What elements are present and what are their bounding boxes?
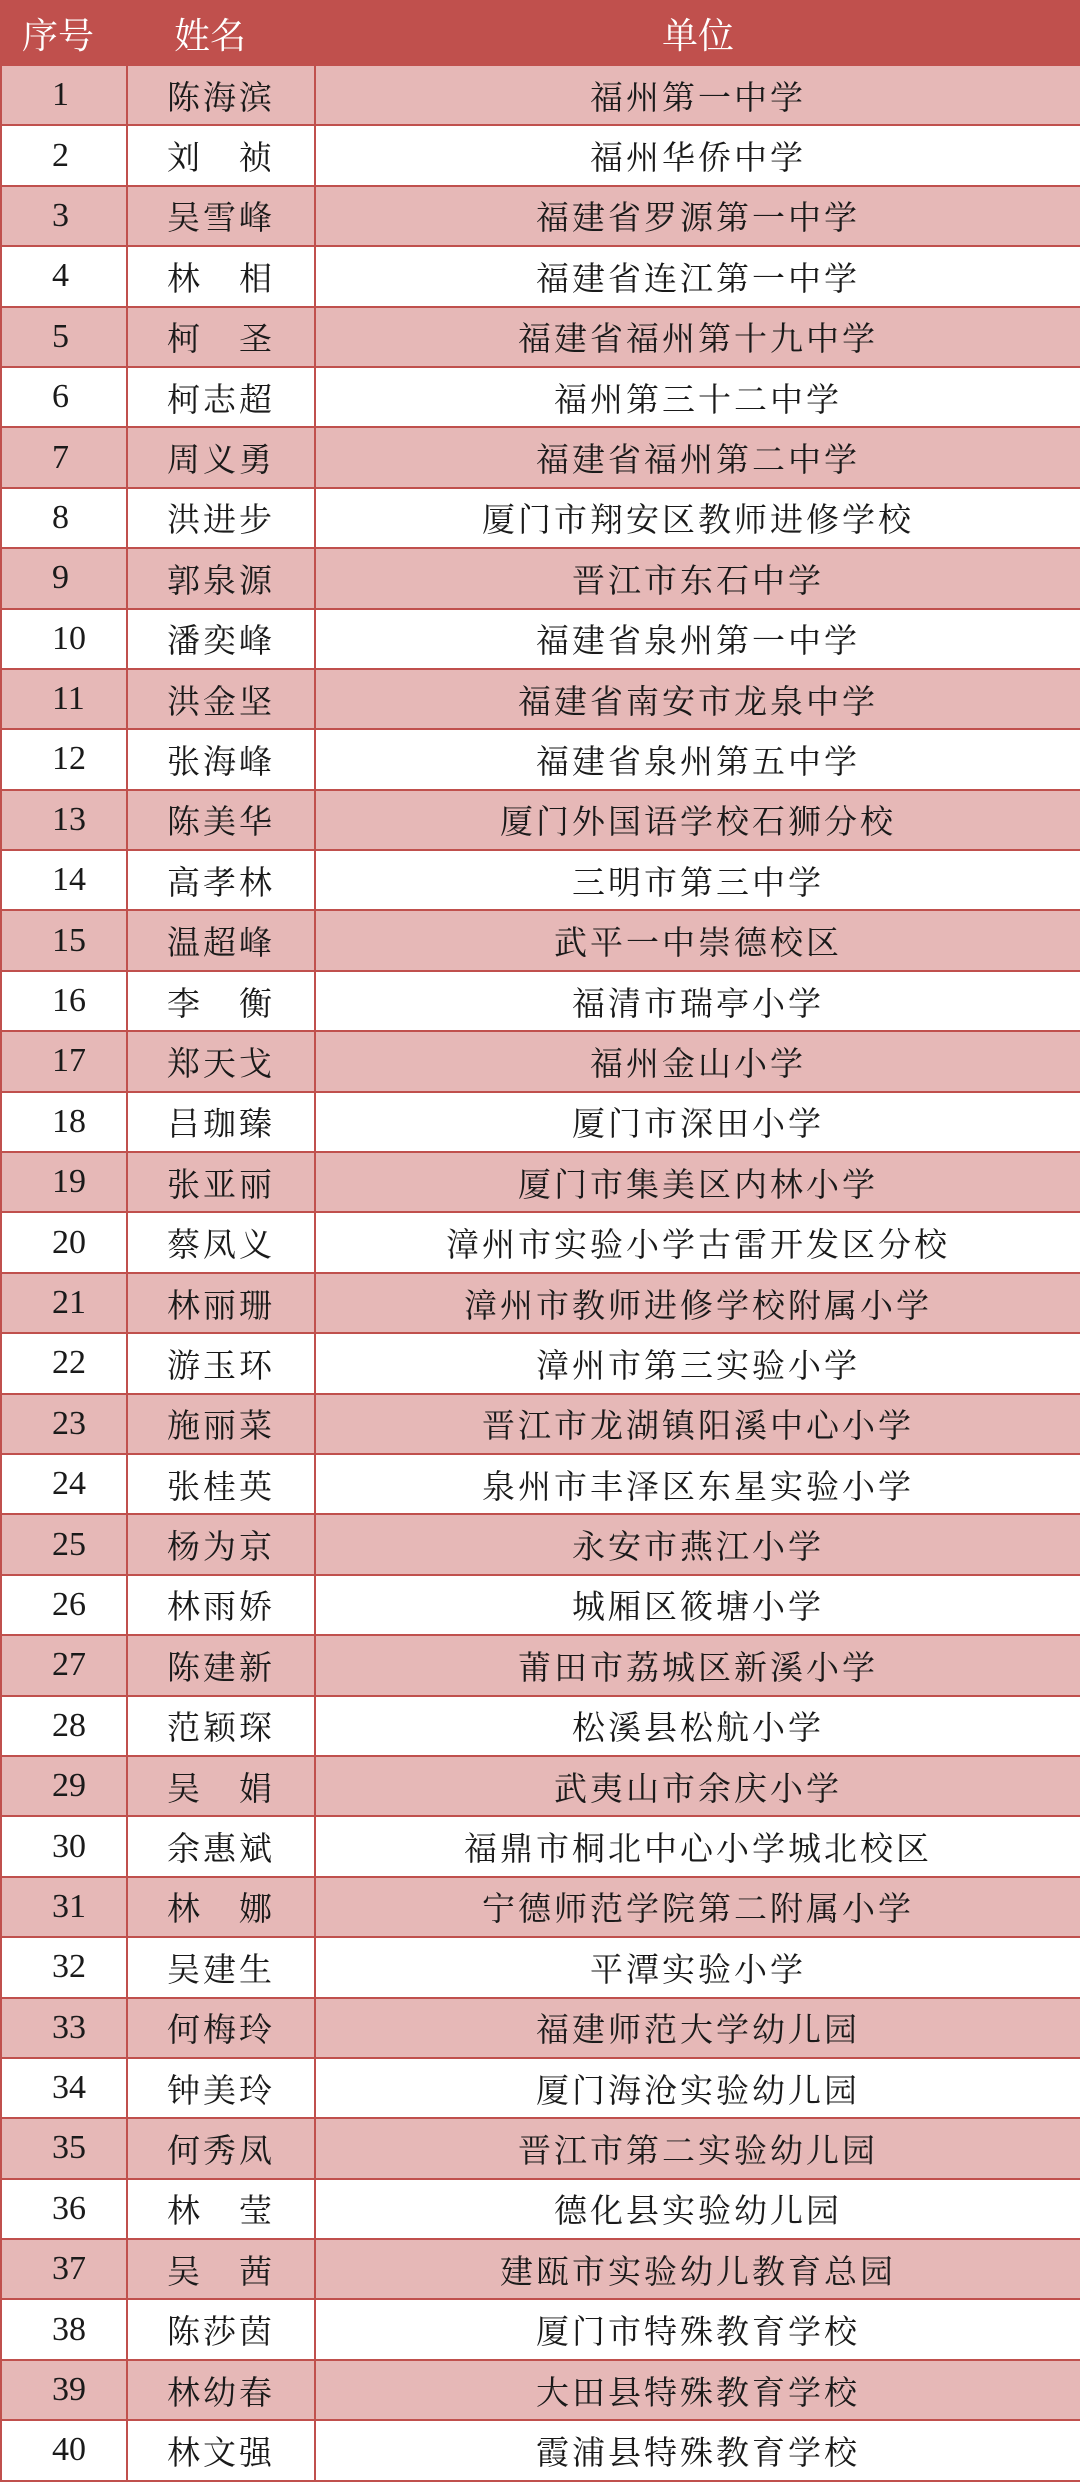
table-row <box>1 1514 1080 1574</box>
table-row <box>1 1575 1080 1635</box>
unit-cell: 福建省泉州第五中学 <box>315 729 1080 789</box>
header-row <box>1 1 1080 65</box>
table-row <box>1 2118 1080 2178</box>
seq-cell: 21 <box>1 1273 127 1333</box>
table-row <box>1 609 1080 669</box>
name-cell: 施丽菜 <box>127 1394 315 1454</box>
name-cell: 范颖琛 <box>127 1696 315 1756</box>
unit-cell: 平潭实验小学 <box>315 1937 1080 1997</box>
seq-cell: 10 <box>1 609 127 669</box>
seq-cell: 27 <box>1 1635 127 1695</box>
name-cell: 柯 圣 <box>127 307 315 367</box>
unit-cell: 宁德师范学院第二附属小学 <box>315 1877 1080 1937</box>
seq-cell: 5 <box>1 307 127 367</box>
unit-cell: 福州第一中学 <box>315 65 1080 125</box>
table-row <box>1 1454 1080 1514</box>
seq-cell: 18 <box>1 1092 127 1152</box>
table-row <box>1 488 1080 548</box>
seq-cell: 32 <box>1 1937 127 1997</box>
unit-cell: 福建省连江第一中学 <box>315 246 1080 306</box>
seq-cell: 4 <box>1 246 127 306</box>
unit-cell: 松溪县松航小学 <box>315 1696 1080 1756</box>
seq-cell: 17 <box>1 1031 127 1091</box>
table-row <box>1 1816 1080 1876</box>
seq-cell: 15 <box>1 910 127 970</box>
unit-cell: 福建省南安市龙泉中学 <box>315 669 1080 729</box>
seq-cell: 23 <box>1 1394 127 1454</box>
table-row <box>1 2239 1080 2299</box>
header-seq: 序号 <box>1 1 127 65</box>
table-row <box>1 1394 1080 1454</box>
name-cell: 林 莹 <box>127 2179 315 2239</box>
seq-cell: 3 <box>1 186 127 246</box>
seq-cell: 34 <box>1 2058 127 2118</box>
table-row <box>1 307 1080 367</box>
name-cell: 林雨娇 <box>127 1575 315 1635</box>
name-cell: 陈莎茵 <box>127 2299 315 2359</box>
seq-cell: 14 <box>1 850 127 910</box>
name-cell: 洪金坚 <box>127 669 315 729</box>
seq-cell: 1 <box>1 65 127 125</box>
header-unit: 单位 <box>315 1 1080 65</box>
name-cell: 陈海滨 <box>127 65 315 125</box>
name-cell: 何梅玲 <box>127 1998 315 2058</box>
name-cell: 郑天戈 <box>127 1031 315 1091</box>
seq-cell: 36 <box>1 2179 127 2239</box>
name-cell: 张海峰 <box>127 729 315 789</box>
table-row <box>1 1696 1080 1756</box>
unit-cell: 福建省泉州第一中学 <box>315 609 1080 669</box>
seq-cell: 16 <box>1 971 127 1031</box>
seq-cell: 33 <box>1 1998 127 2058</box>
table-row <box>1 1937 1080 1997</box>
seq-cell: 22 <box>1 1333 127 1393</box>
name-cell: 吴建生 <box>127 1937 315 1997</box>
seq-cell: 19 <box>1 1152 127 1212</box>
name-cell: 周义勇 <box>127 427 315 487</box>
unit-cell: 福清市瑞亭小学 <box>315 971 1080 1031</box>
unit-cell: 莆田市荔城区新溪小学 <box>315 1635 1080 1695</box>
table-row <box>1 850 1080 910</box>
unit-cell: 武平一中崇德校区 <box>315 910 1080 970</box>
unit-cell: 武夷山市余庆小学 <box>315 1756 1080 1816</box>
name-cell: 余惠斌 <box>127 1816 315 1876</box>
name-cell: 何秀凤 <box>127 2118 315 2178</box>
table-row <box>1 186 1080 246</box>
name-cell: 林 娜 <box>127 1877 315 1937</box>
unit-cell: 福建省罗源第一中学 <box>315 186 1080 246</box>
name-cell: 林幼春 <box>127 2360 315 2420</box>
name-cell: 林 相 <box>127 246 315 306</box>
unit-cell: 福鼎市桐北中心小学城北校区 <box>315 1816 1080 1876</box>
table-row <box>1 669 1080 729</box>
seq-cell: 2 <box>1 125 127 185</box>
seq-cell: 20 <box>1 1212 127 1272</box>
name-cell: 游玉环 <box>127 1333 315 1393</box>
seq-cell: 40 <box>1 2420 127 2480</box>
table-row <box>1 367 1080 427</box>
table-row <box>1 125 1080 185</box>
seq-cell: 35 <box>1 2118 127 2178</box>
unit-cell: 三明市第三中学 <box>315 850 1080 910</box>
unit-cell: 城厢区筱塘小学 <box>315 1575 1080 1635</box>
unit-cell: 晋江市第二实验幼儿园 <box>315 2118 1080 2178</box>
name-cell: 郭泉源 <box>127 548 315 608</box>
table-row <box>1 1273 1080 1333</box>
table-body <box>1 65 1080 2481</box>
seq-cell: 9 <box>1 548 127 608</box>
seq-cell: 12 <box>1 729 127 789</box>
name-cell: 吕珈臻 <box>127 1092 315 1152</box>
unit-cell: 福建省福州第二中学 <box>315 427 1080 487</box>
unit-cell: 厦门市特殊教育学校 <box>315 2299 1080 2359</box>
name-cell: 吴 茜 <box>127 2239 315 2299</box>
table-row <box>1 2420 1080 2480</box>
unit-cell: 厦门市深田小学 <box>315 1092 1080 1152</box>
seq-cell: 11 <box>1 669 127 729</box>
unit-cell: 大田县特殊教育学校 <box>315 2360 1080 2420</box>
name-cell: 陈美华 <box>127 790 315 850</box>
name-cell: 潘奕峰 <box>127 609 315 669</box>
name-cell: 钟美玲 <box>127 2058 315 2118</box>
table-row <box>1 548 1080 608</box>
unit-cell: 福州华侨中学 <box>315 125 1080 185</box>
seq-cell: 13 <box>1 790 127 850</box>
name-cell: 李 衡 <box>127 971 315 1031</box>
unit-cell: 漳州市第三实验小学 <box>315 1333 1080 1393</box>
name-cell: 林丽珊 <box>127 1273 315 1333</box>
unit-cell: 福建师范大学幼儿园 <box>315 1998 1080 2058</box>
table-row <box>1 1031 1080 1091</box>
table-row <box>1 1756 1080 1816</box>
unit-cell: 厦门海沧实验幼儿园 <box>315 2058 1080 2118</box>
unit-cell: 福州金山小学 <box>315 1031 1080 1091</box>
seq-cell: 38 <box>1 2299 127 2359</box>
table-row <box>1 427 1080 487</box>
name-cell: 陈建新 <box>127 1635 315 1695</box>
table-row <box>1 1877 1080 1937</box>
seq-cell: 30 <box>1 1816 127 1876</box>
unit-cell: 厦门外国语学校石狮分校 <box>315 790 1080 850</box>
unit-cell: 厦门市集美区内林小学 <box>315 1152 1080 1212</box>
name-cell: 杨为京 <box>127 1514 315 1574</box>
unit-cell: 晋江市东石中学 <box>315 548 1080 608</box>
seq-cell: 37 <box>1 2239 127 2299</box>
unit-cell: 福建省福州第十九中学 <box>315 307 1080 367</box>
unit-cell: 泉州市丰泽区东星实验小学 <box>315 1454 1080 1514</box>
name-cell: 张桂英 <box>127 1454 315 1514</box>
name-cell: 刘 祯 <box>127 125 315 185</box>
name-cell: 高孝林 <box>127 850 315 910</box>
seq-cell: 25 <box>1 1514 127 1574</box>
table-row <box>1 2058 1080 2118</box>
unit-cell: 福州第三十二中学 <box>315 367 1080 427</box>
unit-cell: 晋江市龙湖镇阳溪中心小学 <box>315 1394 1080 1454</box>
seq-cell: 6 <box>1 367 127 427</box>
name-cell: 柯志超 <box>127 367 315 427</box>
table-row <box>1 2179 1080 2239</box>
table-row <box>1 1152 1080 1212</box>
table-row <box>1 2299 1080 2359</box>
unit-cell: 漳州市实验小学古雷开发区分校 <box>315 1212 1080 1272</box>
table-row <box>1 1635 1080 1695</box>
name-cell: 林文强 <box>127 2420 315 2480</box>
name-cell: 张亚丽 <box>127 1152 315 1212</box>
table-row <box>1 2360 1080 2420</box>
name-cell: 蔡凤义 <box>127 1212 315 1272</box>
name-cell: 洪进步 <box>127 488 315 548</box>
header-name: 姓名 <box>127 1 315 65</box>
table-row <box>1 971 1080 1031</box>
name-cell: 吴雪峰 <box>127 186 315 246</box>
seq-cell: 39 <box>1 2360 127 2420</box>
unit-cell: 漳州市教师进修学校附属小学 <box>315 1273 1080 1333</box>
seq-cell: 8 <box>1 488 127 548</box>
table-row <box>1 1998 1080 2058</box>
table-row <box>1 246 1080 306</box>
table-row <box>1 1333 1080 1393</box>
table-row <box>1 729 1080 789</box>
seq-cell: 26 <box>1 1575 127 1635</box>
seq-cell: 29 <box>1 1756 127 1816</box>
unit-cell: 厦门市翔安区教师进修学校 <box>315 488 1080 548</box>
table-row <box>1 65 1080 125</box>
seq-cell: 31 <box>1 1877 127 1937</box>
seq-cell: 28 <box>1 1696 127 1756</box>
unit-cell: 永安市燕江小学 <box>315 1514 1080 1574</box>
table-row <box>1 910 1080 970</box>
table-row <box>1 1092 1080 1152</box>
table-row <box>1 790 1080 850</box>
unit-cell: 霞浦县特殊教育学校 <box>315 2420 1080 2480</box>
seq-cell: 24 <box>1 1454 127 1514</box>
unit-cell: 建瓯市实验幼儿教育总园 <box>315 2239 1080 2299</box>
seq-cell: 7 <box>1 427 127 487</box>
table-row <box>1 1212 1080 1272</box>
unit-cell: 德化县实验幼儿园 <box>315 2179 1080 2239</box>
name-cell: 温超峰 <box>127 910 315 970</box>
name-cell: 吴 娟 <box>127 1756 315 1816</box>
